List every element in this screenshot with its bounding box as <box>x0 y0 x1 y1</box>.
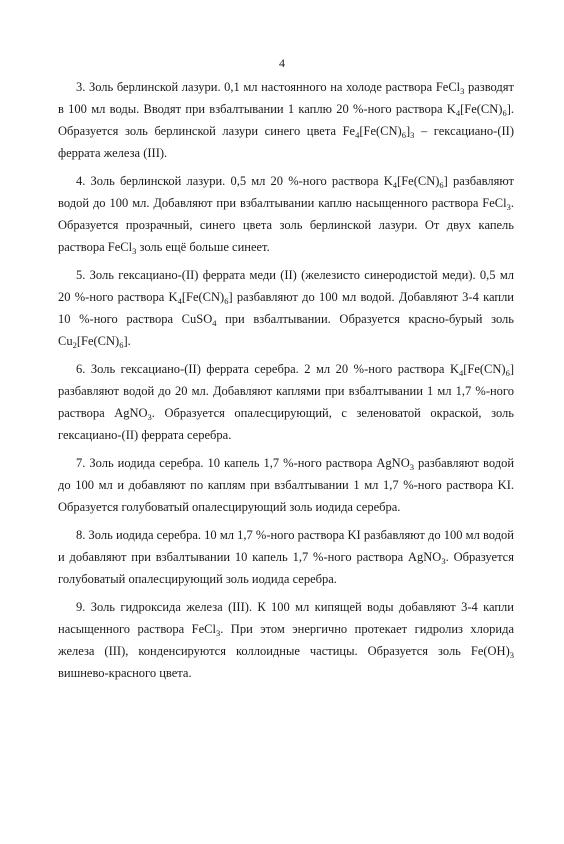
document-body <box>58 76 514 690</box>
text-run: [Fe(CN) <box>463 362 506 376</box>
subscript: 4 <box>458 367 464 378</box>
subscript: 4 <box>392 179 398 190</box>
text-run: 3. Золь берлинской лазури. 0,1 мл настоянного на холоде раствора FeCl <box>76 80 461 94</box>
subscript: 3 <box>509 649 514 660</box>
subscript: 3 <box>506 201 511 212</box>
subscript: 4 <box>177 295 182 306</box>
subscript: 3 <box>410 129 415 140</box>
paragraph-9 <box>58 596 514 684</box>
subscript: 3 <box>441 555 446 566</box>
text-run: 5. Золь гексациано-(II) феррата меди (II) (железисто синеродистой меди). 0,5 мл 20 %-ного раствора K <box>58 268 514 304</box>
subscript: 6 <box>502 107 507 118</box>
text-run: ] разбавляют водой до 20 мл. Добавляют каплями при взбалтывании 1 мл 1,7 %-ного раствора AgNO <box>58 362 514 420</box>
text-run: ] разбавляют до 100 мл водой. Добавляют 3-4 капли 10 %-ного раствора CuSO <box>58 290 514 326</box>
text-run: вишнево-красного цвета. <box>58 666 192 680</box>
text-run: . Образуется прозрачный, синего цвета золь берлинской лазури. От двух капель раствора FeCl <box>58 196 514 254</box>
subscript: 6 <box>224 295 229 306</box>
subscript: 3 <box>132 245 137 256</box>
text-run: 8. Золь иодида серебра. 10 мл 1,7 %-ного раствора KI разбавляют до 100 мл водой и добавляют при взбалтывании 10 капель 1,7 %-ного раствора AgNO <box>58 528 514 564</box>
subscript: 6 <box>439 179 444 190</box>
subscript: 3 <box>147 411 152 422</box>
paragraph-7 <box>58 452 514 518</box>
subscript: 4 <box>455 107 461 118</box>
text-run: [Fe(CN) <box>181 290 225 304</box>
subscript: 4 <box>212 317 217 328</box>
paragraph-4 <box>58 170 514 258</box>
text-run: . Образуется голубоватый опалесцирующий золь иодида серебра. <box>58 550 514 586</box>
subscript: 3 <box>460 85 465 96</box>
text-run: золь ещё больше синеет. <box>136 240 270 254</box>
subscript: 4 <box>355 129 360 140</box>
text-run: [Fe(CN) <box>76 334 120 348</box>
text-run: ] <box>405 124 411 138</box>
text-run: – гексациано-(II) феррата железа (III). <box>58 124 514 160</box>
paragraph-3 <box>58 76 514 164</box>
subscript: 2 <box>72 339 77 350</box>
text-run: 6. Золь гексациано-(II) феррата серебра. 2 мл 20 %-ного раствора K <box>76 362 459 376</box>
text-run: . Образуется опалесцирующий, с зеленоватой окраской, золь гексациано-(II) феррата серебра. <box>58 406 514 442</box>
subscript: 3 <box>409 461 414 472</box>
paragraph-8 <box>58 524 514 590</box>
text-run: при взбалтывании. Образуется красно-бурый золь Cu <box>58 312 514 348</box>
text-run: . При этом энергично протекает гидролиз хлорида железа (III), конденсируются коллоидные частицы. Образуется золь Fe(OH) <box>58 622 514 658</box>
text-run: разводят в 100 мл воды. Вводят при взбалтывании 1 каплю 20 %-ного раствора K <box>58 80 514 116</box>
text-run: 4. Золь берлинской лазури. 0,5 мл 20 %-ного раствора K <box>76 174 393 188</box>
text-run: [Fe(CN) <box>397 174 440 188</box>
text-run: ]. <box>123 334 131 348</box>
subscript: 6 <box>119 339 124 350</box>
paragraph-5 <box>58 264 514 352</box>
subscript: 3 <box>215 627 221 638</box>
text-run: ]. Образуется золь берлинской лазури синего цвета Fe <box>58 102 514 138</box>
text-run: ] разбавляют водой до 100 мл. Добавляют при взбалтывании каплю насыщенного раствора FeCl <box>58 174 514 210</box>
text-run: [Fe(CN) <box>359 124 402 138</box>
text-run: [Fe(CN) <box>460 102 503 116</box>
paragraph-6 <box>58 358 514 446</box>
page-number: 4 <box>279 56 285 70</box>
text-run: 9. Золь гидроксида железа (III). К 100 мл кипящей воды добавляют 3-4 капли насыщенного раствора FeCl <box>58 600 514 636</box>
text-run: разбавляют водой до 100 мл и добавляют по каплям при взбалтывании 1 мл 1,7 %-ного раствора KI. Образуется голубоватый опалесцирующий золь иодида серебра. <box>58 456 515 514</box>
subscript: 6 <box>401 129 406 140</box>
subscript: 6 <box>505 367 510 378</box>
text-run: 7. Золь иодида серебра. 10 капель 1,7 %-ного раствора AgNO <box>76 456 410 470</box>
